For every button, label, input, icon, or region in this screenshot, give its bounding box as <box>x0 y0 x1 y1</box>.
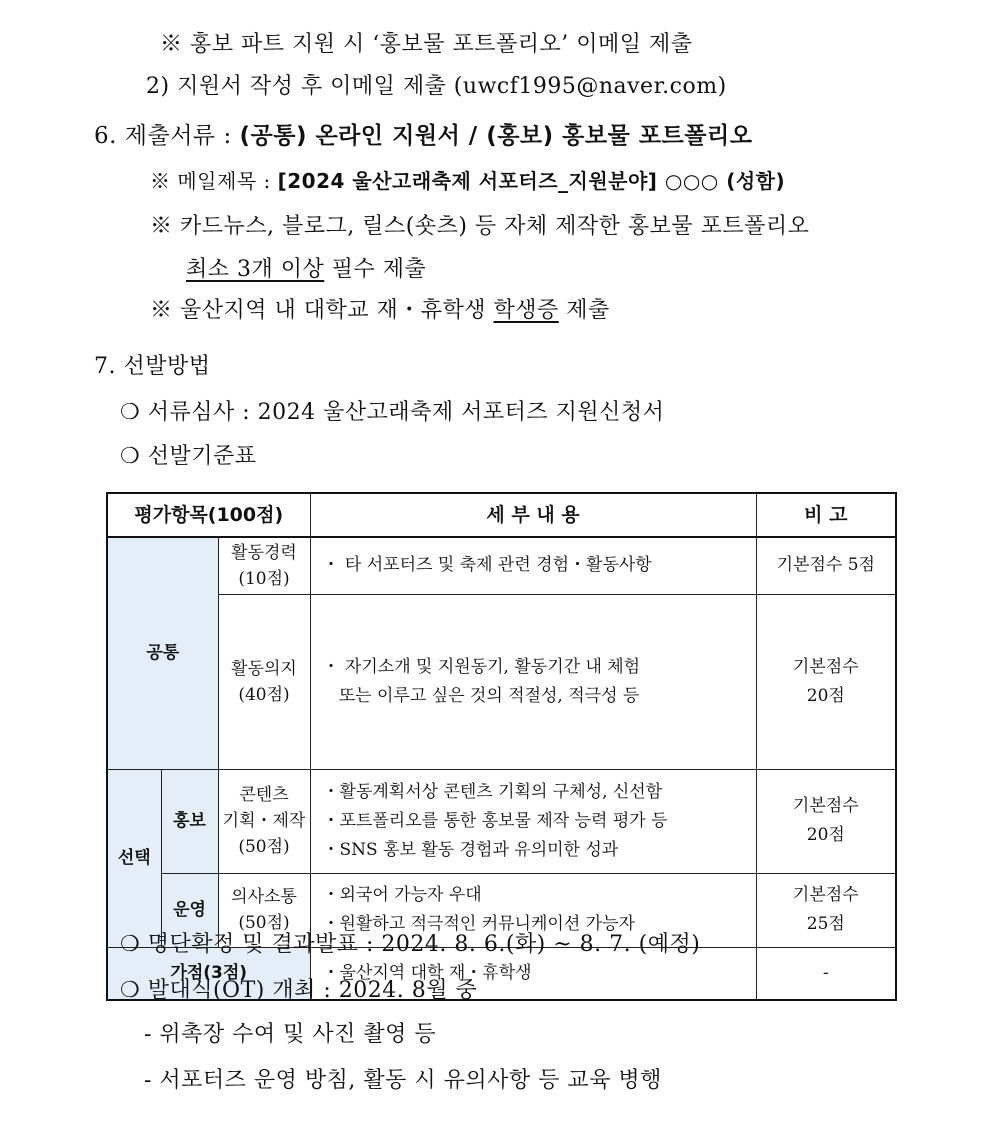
bonus-points-label: 가점(3점) <box>107 947 310 1000</box>
selection-criteria-table <box>106 492 897 1001</box>
doc-review-line: ❍ 서류심사 : 2024 울산고래축제 서포터즈 지원신청서 <box>120 400 665 425</box>
student-id-suffix: 제출 <box>558 298 610 323</box>
note-communication: 기본점수 25점 <box>756 873 896 947</box>
promo-note: ※ 홍보 파트 지원 시 ‘홍보물 포트폴리오’ 이메일 제출 <box>160 32 693 57</box>
item-activity-experience: 활동경력 (10점) <box>218 537 310 594</box>
group-promotion: 홍보 <box>161 769 218 873</box>
detail-activity-will: ・ 자기소개 및 지원동기, 활동기간 내 체험 또는 이루고 싶은 것의 적절성, 적극성 등 <box>310 594 756 769</box>
orientation-detail-1: - 위촉장 수여 및 사진 촬영 등 <box>144 1022 437 1047</box>
note-content-planning: 기본점수 20점 <box>756 769 896 873</box>
item-content-planning: 콘텐츠 기획・제작 (50점) <box>218 769 310 873</box>
section-7-heading: 7. 선발방법 <box>94 354 211 379</box>
section-6-heading <box>94 121 752 151</box>
item-activity-will: 활동의지 (40점) <box>218 594 310 769</box>
table-row <box>107 769 896 873</box>
item-communication: 의사소통 (50점) <box>218 873 310 947</box>
table-header-row <box>107 493 896 537</box>
section-6-docs: (공통) 온라인 지원서 / (홍보) 홍보물 포트폴리오 <box>239 123 753 149</box>
header-evaluation-item: 평가항목(100점) <box>107 493 310 537</box>
student-id-prefix: ※ 울산지역 내 대학교 재・휴학생 <box>150 298 494 323</box>
note-activity-experience: 기본점수 5점 <box>756 537 896 594</box>
minimum-count: 최소 3개 이상 <box>186 257 325 282</box>
criteria-title: ❍ 선발기준표 <box>120 444 257 469</box>
student-id: 학생증 <box>493 298 559 323</box>
student-id-note <box>150 296 610 326</box>
orientation-detail-2: - 서포터즈 운영 방침, 활동 시 유의사항 등 교육 병행 <box>144 1068 662 1093</box>
bonus-points-detail: ・울산지역 대학 재・휴학생 <box>310 947 756 1000</box>
step-2-email: 2) 지원서 작성 후 이메일 제출 (uwcf1995@naver.com) <box>146 74 727 99</box>
header-remarks: 비 고 <box>756 493 896 537</box>
group-operation: 운영 <box>161 873 218 947</box>
header-details: 세 부 내 용 <box>310 493 756 537</box>
mail-subject-note <box>150 166 785 196</box>
note-activity-will: 기본점수 20점 <box>756 594 896 769</box>
mail-subject-prefix: ※ 메일제목 : <box>150 169 278 193</box>
portfolio-note-line2 <box>186 255 426 285</box>
section-6-prefix: 6. 제출서류 : <box>94 123 240 149</box>
detail-communication: ・외국어 가능자 우대 ・원활하고 적극적인 커뮤니케이션 가능자 <box>310 873 756 947</box>
common-category: 공통 <box>107 537 218 769</box>
orientation-line: ❍ 발대식(OT) 개최 : 2024. 8월 중 <box>120 978 478 1003</box>
table-row <box>107 594 896 769</box>
required-submit: 필수 제출 <box>324 257 427 282</box>
bonus-points-note: - <box>756 947 896 1000</box>
mail-subject-format: [2024 울산고래축제 서포터즈_지원분야] ○○○ (성함) <box>277 169 786 193</box>
portfolio-note-line1: ※ 카드뉴스, 블로그, 릴스(숏츠) 등 자체 제작한 홍보물 포트폴리오 <box>150 214 810 239</box>
selective-category: 선택 <box>107 769 161 947</box>
detail-activity-experience: ・ 타 서포터즈 및 축제 관련 경험・활동사항 <box>310 537 756 594</box>
announcement-line: ❍ 명단확정 및 결과발표 : 2024. 8. 6.(화) ~ 8. 7. (예정) <box>120 932 701 957</box>
table-row <box>107 537 896 594</box>
detail-content-planning: ・활동계획서상 콘텐츠 기획의 구체성, 신선함 ・포트폴리오를 통한 홍보물 제작 능력 평가 등 ・SNS 홍보 활동 경험과 유의미한 성과 <box>310 769 756 873</box>
